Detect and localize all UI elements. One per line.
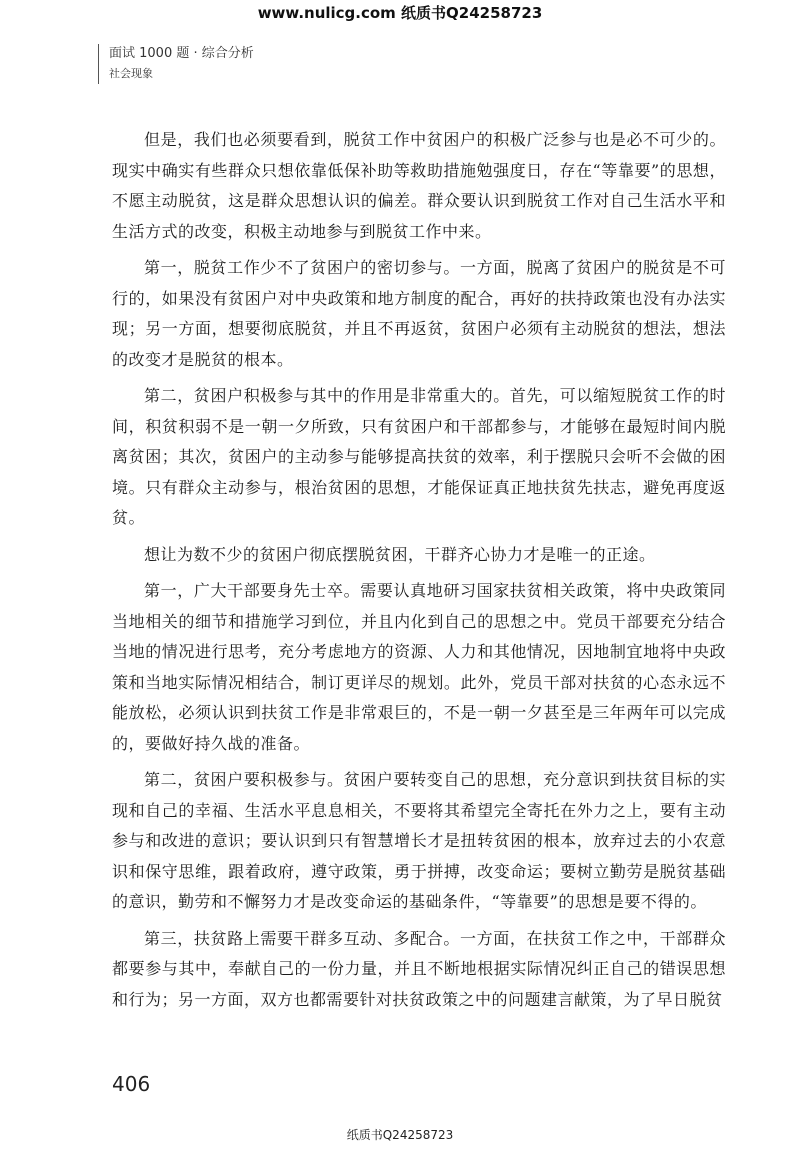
section-title: 社会现象 <box>109 67 153 80</box>
running-head <box>98 44 254 84</box>
paragraph: 第一，广大干部要身先士卒。需要认真地研习国家扶贫相关政策，将中央政策同当地相关的细节和措施学习到位，并且内化到自己的思想之中。党员干部要充分结合当地的情况进行思考，充分考虑地方的资源、人力和其他情况，因地制宜地将中央政策和当地实际情况相结合，制订更详尽的规划。此外，党员干部对扶贫的心态永远不能放松，必须认识到扶贫工作是非常艰巨的，不是一朝一夕甚至是三年两年可以完成的，要做好持久战的准备。 <box>112 581 726 753</box>
book-title: 面试 1000 题 · 综合分析 <box>109 46 254 61</box>
paragraph: 第二，贫困户要积极参与。贫困户要转变自己的思想，充分意识到扶贫目标的实现和自己的幸福、生活水平息息相关，不要将其希望完全寄托在外力之上，要有主动参与和改进的意识；要认识到只有智慧增长才是扭转贫困的根本，放弃过去的小农意识和保守思维，跟着政府，遵守政策，勇于拼搏，改变命运；要树立勤劳是脱贫基础的意识，勤劳和不懈努力才是改变命运的基础条件，“等靠要”的思想是要不得的。 <box>112 770 726 911</box>
paragraph: 第三，扶贫路上需要干群多互动、多配合。一方面，在扶贫工作之中，干部群众都要参与其中，奉献自己的一份力量，并且不断地根据实际情况纠正自己的错误思想和行为；另一方面，双方也都需要针对扶贫政策之中的问题建言献策，为了早日脱贫 <box>112 928 726 1009</box>
paragraph: 但是，我们也必须要看到，脱贫工作中贫困户的积极广泛参与也是必不可少的。现实中确实有些群众只想依靠低保补助等救助措施勉强度日，存在“等靠要”的思想，不愿主动脱贫，这是群众思想认识的偏差。群众要认识到脱贫工作对自己生活水平和生活方式的改变，积极主动地参与到脱贫工作中来。 <box>112 130 726 241</box>
paragraph: 第一，脱贫工作少不了贫困户的密切参与。一方面，脱离了贫困户的脱贫是不可行的，如果没有贫困户对中央政策和地方制度的配合，再好的扶持政策也没有办法实现；另一方面，想要彻底脱贫，并且不再返贫，贫困户必须有主动脱贫的想法，想法的改变才是脱贫的根本。 <box>112 258 726 369</box>
paragraph: 第二，贫困户积极参与其中的作用是非常重大的。首先，可以缩短脱贫工作的时间，积贫积弱不是一朝一夕所致，只有贫困户和干部都参与，才能够在最短时间内脱离贫困；其次，贫困户的主动参与能够提高扶贫的效率，利于摆脱只会听不会做的困境。只有群众主动参与，根治贫困的思想，才能保证真正地扶贫先扶志，避免再度返贫。 <box>112 386 726 527</box>
bottom-watermark: 纸质书Q24258723 <box>346 1128 454 1142</box>
paragraph: 想让为数不少的贫困户彻底摆脱贫困，干群齐心协力才是唯一的正途。 <box>144 544 656 564</box>
top-watermark: www.nulicg.com 纸质书Q24258723 <box>257 4 543 22</box>
page-number: 406 <box>112 1072 151 1096</box>
body-text <box>112 125 726 1021</box>
